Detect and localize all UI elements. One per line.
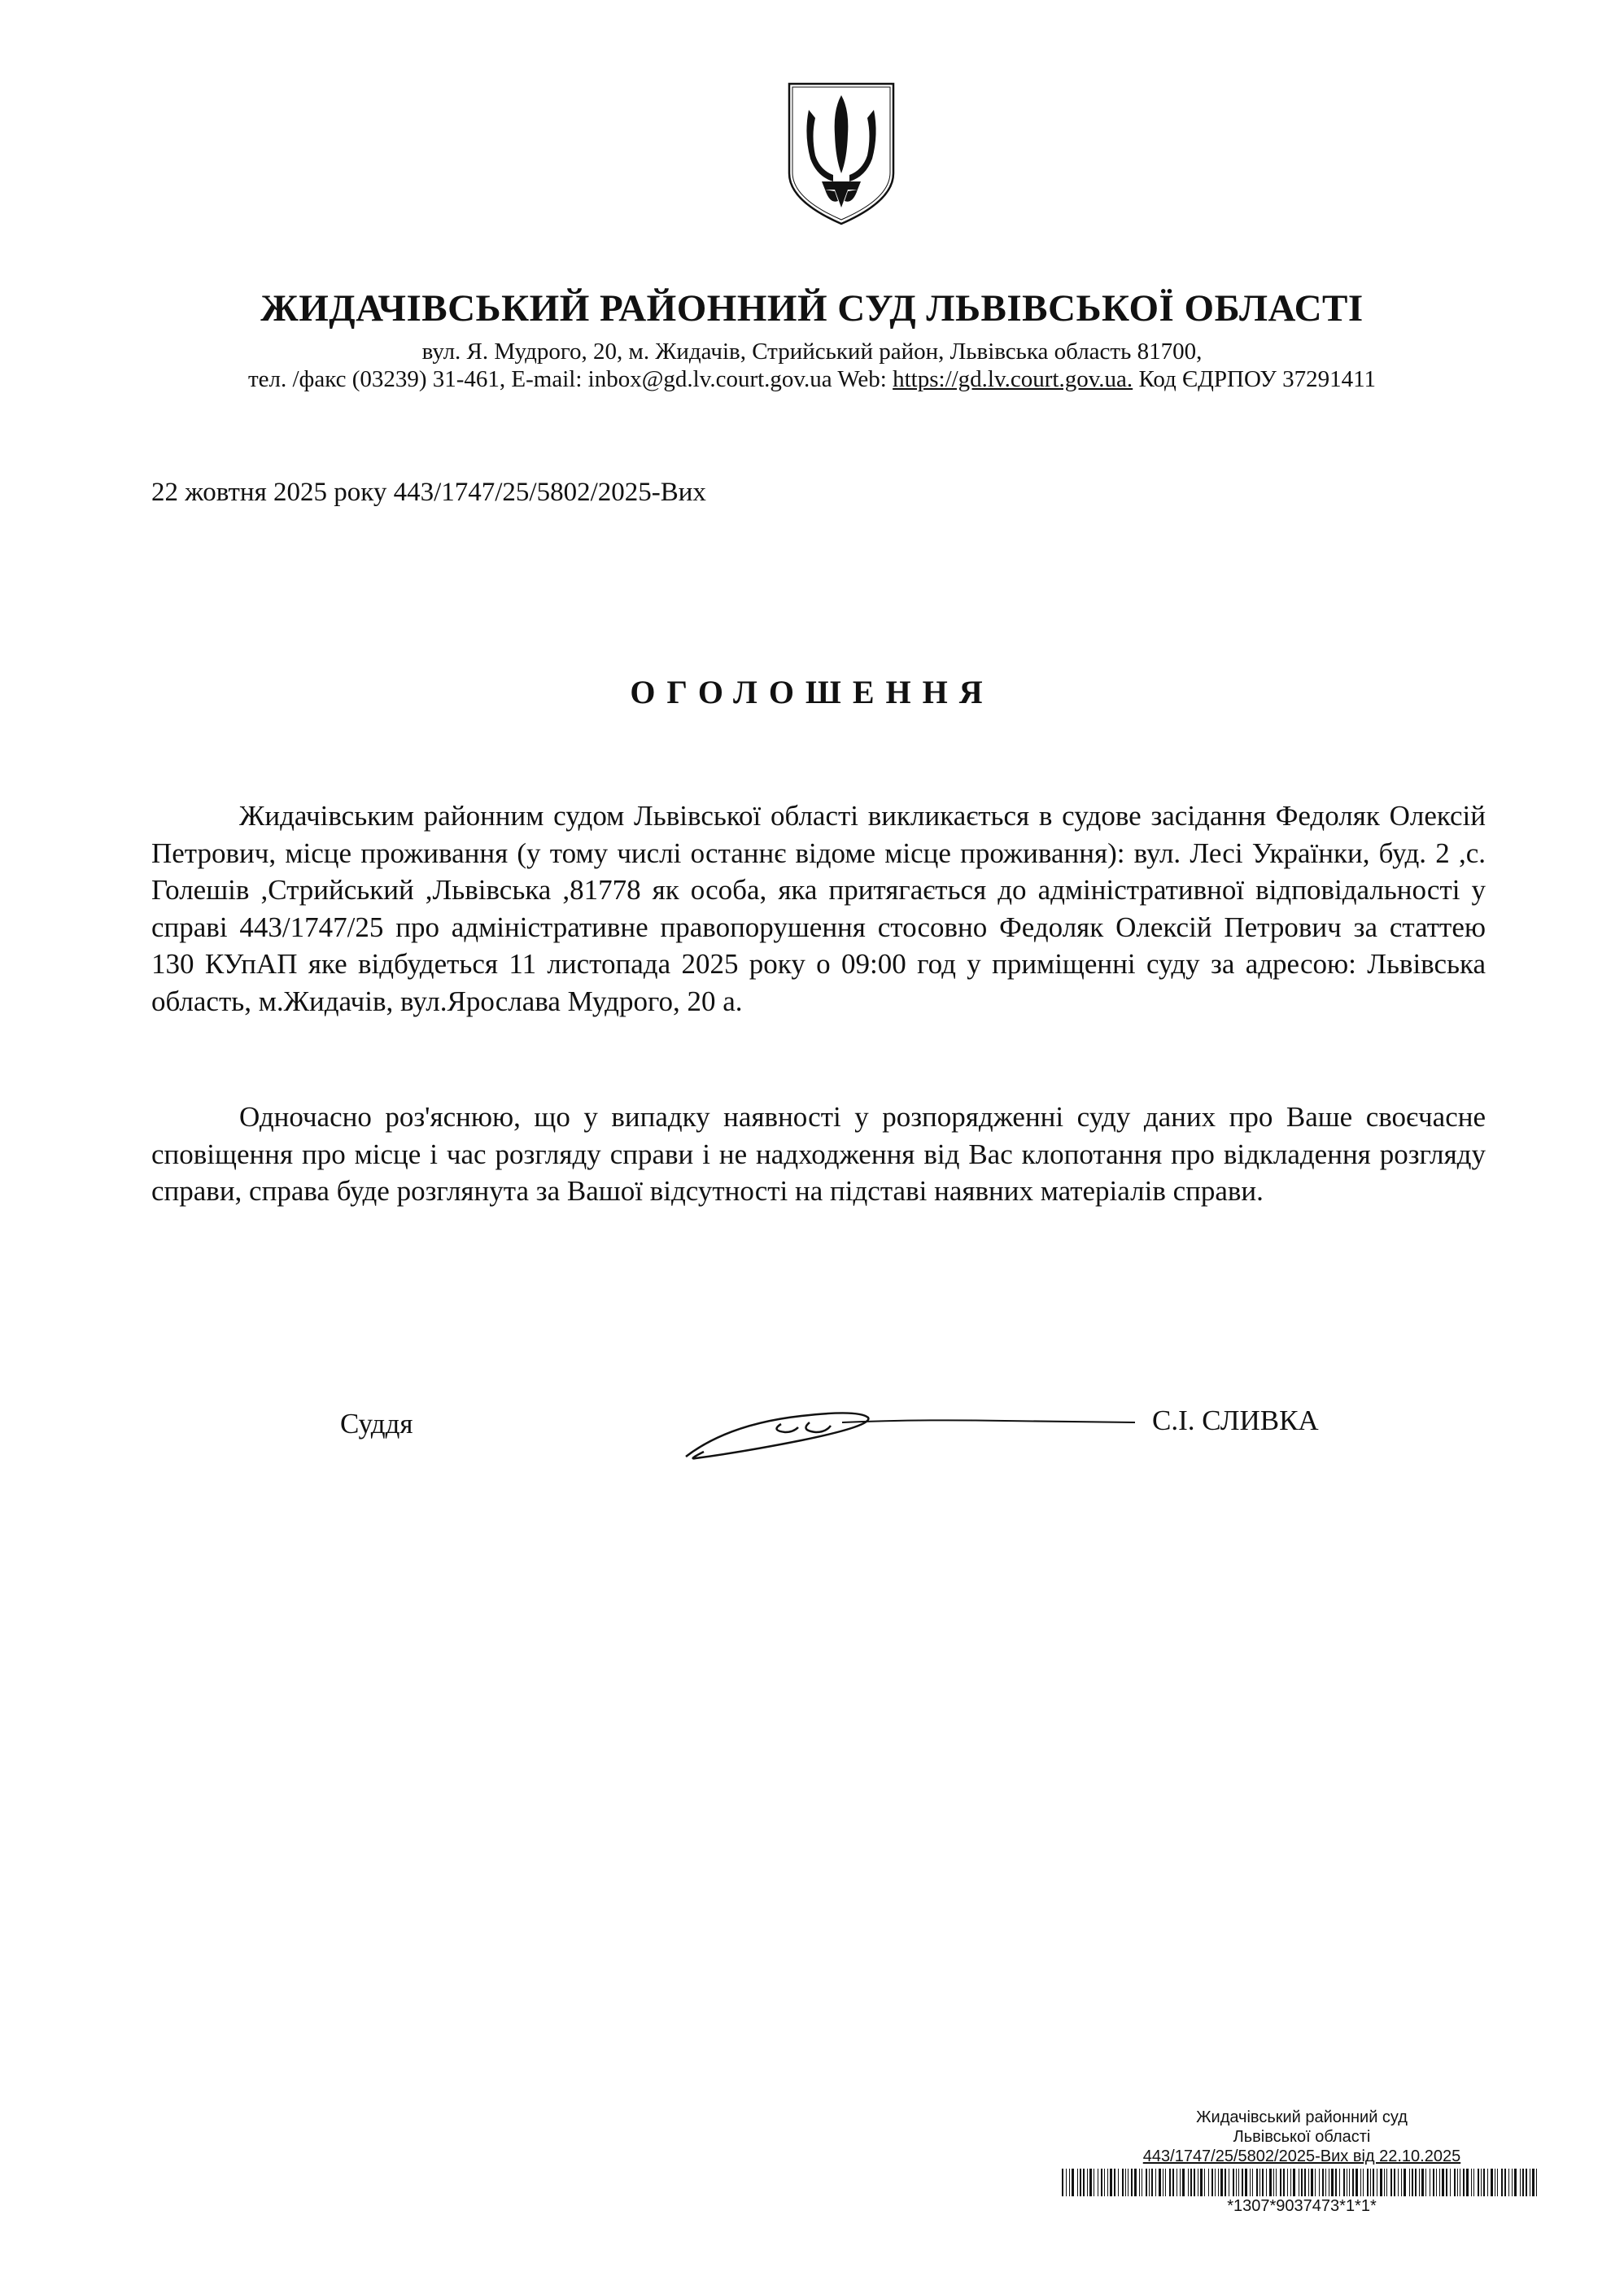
document-heading: ОГОЛОШЕННЯ — [630, 674, 994, 710]
paragraph-text: Одночасно роз'яснюю, що у випадку наявності у розпорядженні суду даних про Ваше своєчасне сповіщення про місце і час розгляду справи і не надходження від Вас клопотання про відкладення розгляду справи, справа буде розглянута за Вашої відсутності на підставі наявних матеріалів справи. — [151, 1101, 1486, 1207]
registration-stamp — [1062, 2108, 1542, 2166]
stamp-reference: 443/1747/25/5802/2025-Вих від 22.10.2025 — [1142, 2147, 1461, 2165]
barcode-icon — [1062, 2169, 1542, 2196]
stamp-region: Львівської області — [1233, 2128, 1371, 2146]
court-contacts — [0, 366, 1624, 393]
announcement-paragraph — [151, 797, 1486, 1020]
judge-signature — [679, 1392, 1135, 1465]
contact-info: тел. /факс (03239) 31-461, E-mail: inbox@gd.lv.court.gov.ua Web: — [247, 366, 893, 392]
court-address: вул. Я. Мудрого, 20, м. Жидачів, Стрийський район, Львівська область 81700, — [421, 339, 1203, 365]
edrpou-code: Код ЄДРПОУ 37291411 — [1133, 366, 1377, 392]
clarification-paragraph — [151, 1099, 1486, 1210]
judge-label: Суддя — [340, 1408, 413, 1440]
stamp-court: Жидачівський районний суд — [1196, 2108, 1408, 2126]
paragraph-text: Жидачівським районним судом Львівської області викликається в судове засідання Федоляк Олексій Петрович, місце проживання (у тому числі останнє відоме місце проживання): вул. Лесі Українки, буд. 2 ,с. Голешів ,Стрийський ,Львівська ,81778 як особа, яка притягається до адміністративної відповідальності у справі 443/1747/25 про адміністративне правопорушення стосовно Федоляк Олексій Петрович за статтею 130 КУпАП яке відбудеться 11 листопада 2025 року о 09:00 год у приміщенні суду за адресою: Львівська область, м.Жидачів, вул.Ярослава Мудрого, 20 а. — [151, 800, 1486, 1017]
website-link[interactable]: https://gd.lv.court.gov.ua. — [893, 366, 1133, 392]
judge-name: С.І. СЛИВКА — [1152, 1405, 1319, 1436]
coat-of-arms-icon — [784, 77, 898, 227]
barcode-number: *1307*9037473*1*1* — [1227, 2197, 1377, 2215]
court-title: ЖИДАЧІВСЬКИЙ РАЙОННИЙ СУД ЛЬВІВСЬКОЇ ОБЛАСТІ — [260, 287, 1364, 330]
date-and-reference: 22 жовтня 2025 року 443/1747/25/5802/2025-Вих — [151, 478, 706, 507]
